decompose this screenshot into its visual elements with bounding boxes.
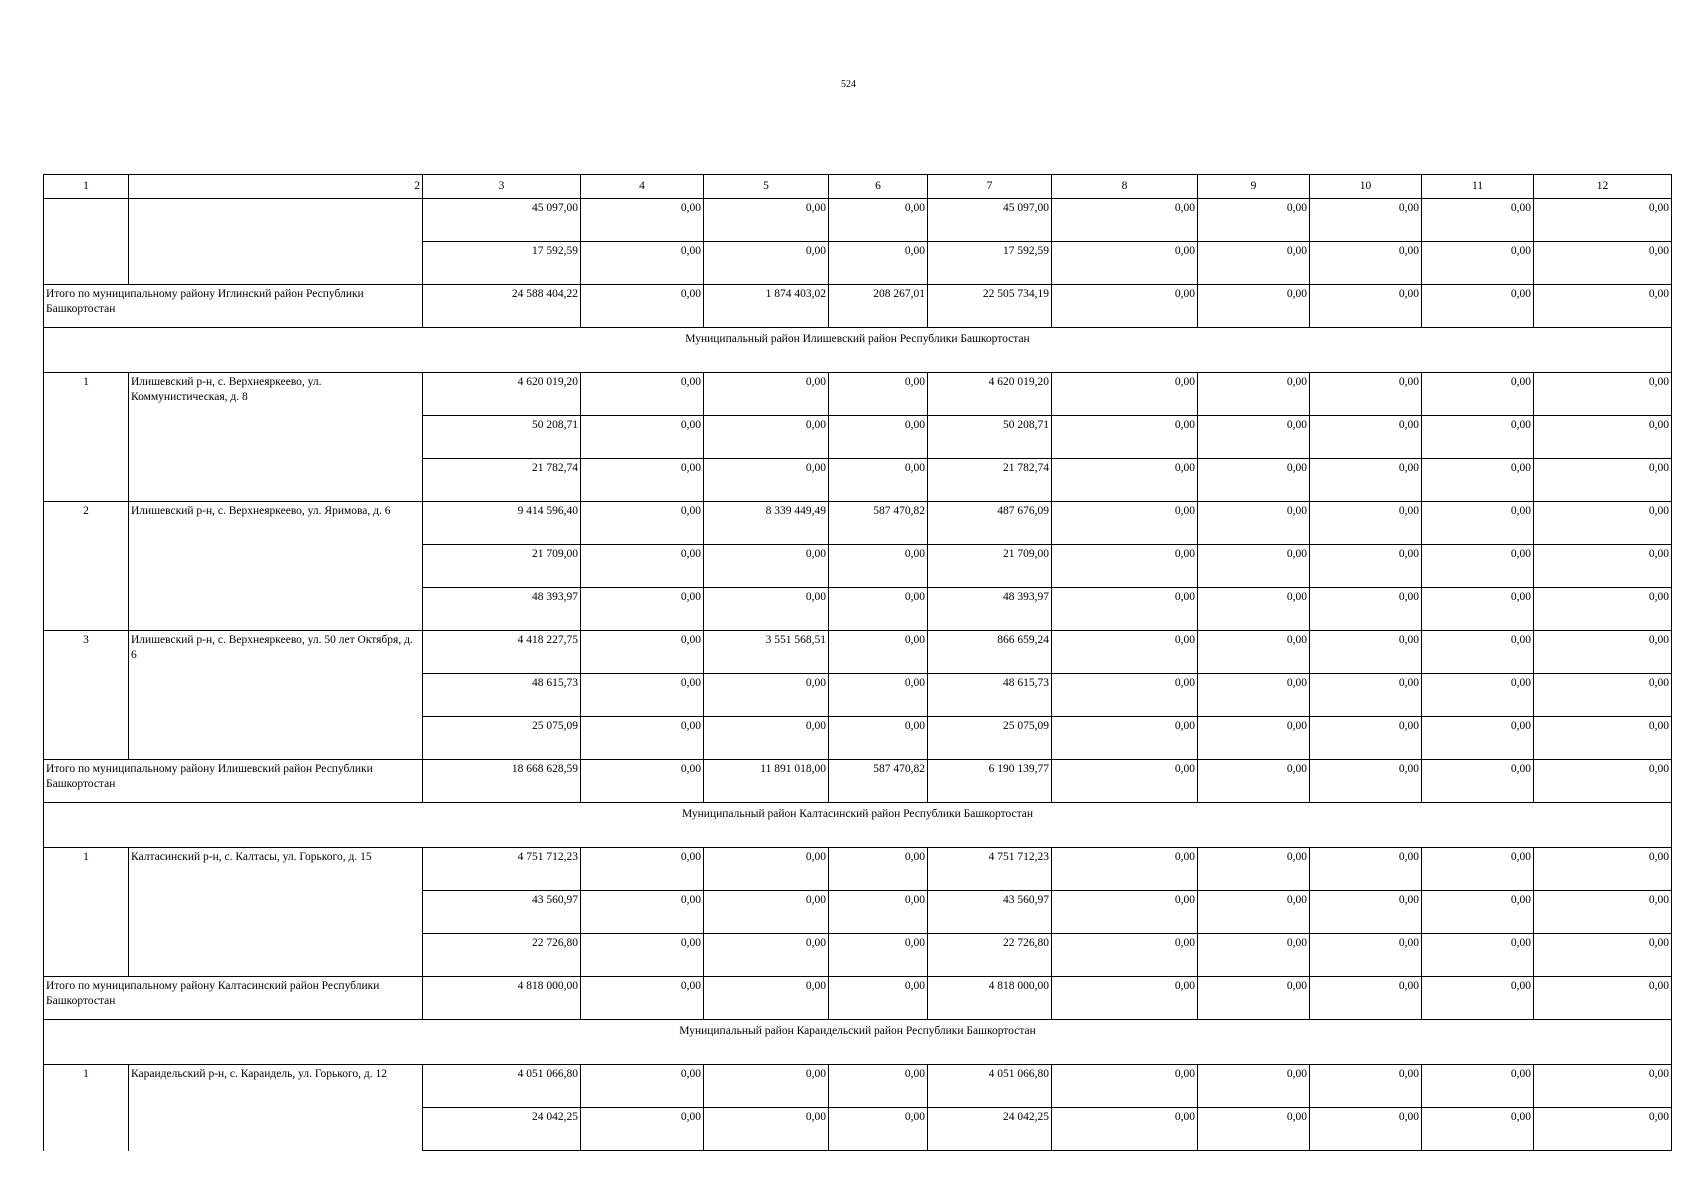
value-cell: 208 267,01: [829, 285, 928, 328]
value-cell: 0,00: [1422, 674, 1534, 717]
value-cell: 0,00: [1198, 416, 1310, 459]
column-header: 10: [1310, 175, 1422, 199]
column-header: 4: [581, 175, 704, 199]
value-cell: 43 560,97: [423, 891, 581, 934]
item-address: [129, 199, 423, 285]
value-cell: 0,00: [1534, 717, 1672, 760]
value-cell: 0,00: [704, 891, 829, 934]
value-cell: 0,00: [829, 545, 928, 588]
value-cell: 0,00: [1422, 760, 1534, 803]
value-cell: 0,00: [704, 1108, 829, 1151]
value-cell: 11 891 018,00: [704, 760, 829, 803]
value-cell: 0,00: [704, 717, 829, 760]
value-cell: 0,00: [1198, 977, 1310, 1020]
value-cell: 0,00: [581, 934, 704, 977]
value-cell: 0,00: [1310, 631, 1422, 674]
table-row: [44, 199, 1672, 242]
value-cell: 0,00: [1422, 717, 1534, 760]
value-cell: 0,00: [1052, 631, 1198, 674]
value-cell: 0,00: [1198, 891, 1310, 934]
value-cell: 0,00: [1422, 199, 1534, 242]
value-cell: 0,00: [829, 1065, 928, 1108]
value-cell: 0,00: [581, 588, 704, 631]
value-cell: 0,00: [1534, 1108, 1672, 1151]
value-cell: 22 726,80: [423, 934, 581, 977]
value-cell: 0,00: [829, 588, 928, 631]
value-cell: 0,00: [704, 545, 829, 588]
value-cell: 0,00: [1310, 373, 1422, 416]
item-address: Илишевский р-н, с. Верхнеяркеево, ул. Коммунистическая, д. 8: [129, 373, 423, 502]
value-cell: 0,00: [1310, 588, 1422, 631]
value-cell: 0,00: [1310, 674, 1422, 717]
value-cell: 4 051 066,80: [928, 1065, 1052, 1108]
value-cell: 0,00: [1534, 242, 1672, 285]
item-number: 1: [44, 848, 129, 977]
value-cell: 0,00: [581, 285, 704, 328]
value-cell: 587 470,82: [829, 502, 928, 545]
value-cell: 0,00: [581, 1065, 704, 1108]
value-cell: 0,00: [829, 416, 928, 459]
item-number: 1: [44, 373, 129, 502]
value-cell: 0,00: [704, 848, 829, 891]
value-cell: 24 042,25: [423, 1108, 581, 1151]
value-cell: 0,00: [1534, 545, 1672, 588]
total-row: [44, 977, 1672, 1020]
value-cell: 3 551 568,51: [704, 631, 829, 674]
value-cell: 0,00: [581, 717, 704, 760]
value-cell: 50 208,71: [423, 416, 581, 459]
value-cell: 0,00: [829, 891, 928, 934]
value-cell: 18 668 628,59: [423, 760, 581, 803]
value-cell: 0,00: [829, 242, 928, 285]
value-cell: 0,00: [704, 242, 829, 285]
value-cell: 0,00: [829, 373, 928, 416]
value-cell: 0,00: [1422, 416, 1534, 459]
value-cell: 0,00: [1534, 631, 1672, 674]
value-cell: 0,00: [1422, 242, 1534, 285]
value-cell: 0,00: [1052, 1065, 1198, 1108]
value-cell: 0,00: [1052, 373, 1198, 416]
value-cell: 4 051 066,80: [423, 1065, 581, 1108]
value-cell: 0,00: [1534, 373, 1672, 416]
value-cell: 4 620 019,20: [928, 373, 1052, 416]
value-cell: 0,00: [1310, 242, 1422, 285]
value-cell: 0,00: [1534, 760, 1672, 803]
value-cell: 0,00: [1052, 588, 1198, 631]
value-cell: 0,00: [1310, 760, 1422, 803]
section-title: Муниципальный район Калтасинский район Республики Башкортостан: [44, 803, 1672, 848]
value-cell: 0,00: [581, 760, 704, 803]
value-cell: 0,00: [1052, 545, 1198, 588]
value-cell: 1 874 403,02: [704, 285, 829, 328]
value-cell: 0,00: [1534, 416, 1672, 459]
value-cell: 0,00: [1422, 631, 1534, 674]
value-cell: 0,00: [1310, 717, 1422, 760]
value-cell: 0,00: [1310, 502, 1422, 545]
value-cell: 0,00: [581, 891, 704, 934]
value-cell: 0,00: [1422, 1108, 1534, 1151]
section-row: [44, 803, 1672, 848]
value-cell: 0,00: [1052, 242, 1198, 285]
value-cell: 0,00: [1198, 285, 1310, 328]
value-cell: 0,00: [1198, 934, 1310, 977]
value-cell: 0,00: [1534, 891, 1672, 934]
value-cell: 0,00: [1422, 1065, 1534, 1108]
value-cell: 0,00: [829, 199, 928, 242]
table-row: [44, 373, 1672, 416]
total-label: Итого по муниципальному району Илишевский район Республики Башкортостан: [44, 760, 423, 803]
value-cell: 0,00: [1198, 848, 1310, 891]
total-row: [44, 285, 1672, 328]
value-cell: 0,00: [704, 1065, 829, 1108]
value-cell: 0,00: [1052, 674, 1198, 717]
value-cell: 0,00: [1534, 459, 1672, 502]
value-cell: 0,00: [1198, 502, 1310, 545]
value-cell: 0,00: [581, 199, 704, 242]
value-cell: 0,00: [1052, 760, 1198, 803]
budget-table: [43, 174, 1672, 1151]
value-cell: 24 588 404,22: [423, 285, 581, 328]
value-cell: 4 818 000,00: [423, 977, 581, 1020]
value-cell: 0,00: [1310, 545, 1422, 588]
value-cell: 0,00: [1422, 373, 1534, 416]
value-cell: 0,00: [1198, 717, 1310, 760]
item-address: Илишевский р-н, с. Верхнеяркеево, ул. 50 лет Октября, д. 6: [129, 631, 423, 760]
table-row: [44, 848, 1672, 891]
value-cell: 0,00: [1534, 977, 1672, 1020]
column-header: 11: [1422, 175, 1534, 199]
value-cell: 0,00: [704, 977, 829, 1020]
value-cell: 0,00: [1534, 848, 1672, 891]
value-cell: 0,00: [1422, 502, 1534, 545]
value-cell: 0,00: [704, 373, 829, 416]
value-cell: 48 615,73: [423, 674, 581, 717]
value-cell: 0,00: [1534, 674, 1672, 717]
value-cell: 0,00: [581, 1108, 704, 1151]
value-cell: 0,00: [1310, 285, 1422, 328]
value-cell: 0,00: [1052, 848, 1198, 891]
value-cell: 0,00: [1422, 545, 1534, 588]
value-cell: 0,00: [1198, 199, 1310, 242]
value-cell: 21 782,74: [423, 459, 581, 502]
column-header: 12: [1534, 175, 1672, 199]
value-cell: 0,00: [1310, 934, 1422, 977]
value-cell: 0,00: [581, 502, 704, 545]
value-cell: 0,00: [1198, 1065, 1310, 1108]
value-cell: 0,00: [1198, 588, 1310, 631]
value-cell: 0,00: [1422, 977, 1534, 1020]
value-cell: 0,00: [1198, 631, 1310, 674]
value-cell: 0,00: [1310, 199, 1422, 242]
value-cell: 50 208,71: [928, 416, 1052, 459]
value-cell: 0,00: [829, 848, 928, 891]
value-cell: 25 075,09: [928, 717, 1052, 760]
value-cell: 0,00: [1052, 891, 1198, 934]
value-cell: 0,00: [1198, 373, 1310, 416]
value-cell: 0,00: [1422, 459, 1534, 502]
value-cell: 6 190 139,77: [928, 760, 1052, 803]
value-cell: 48 393,97: [928, 588, 1052, 631]
value-cell: 0,00: [1052, 502, 1198, 545]
value-cell: 0,00: [1534, 588, 1672, 631]
value-cell: 22 505 734,19: [928, 285, 1052, 328]
value-cell: 0,00: [581, 459, 704, 502]
value-cell: 43 560,97: [928, 891, 1052, 934]
value-cell: 0,00: [704, 588, 829, 631]
value-cell: 45 097,00: [423, 199, 581, 242]
value-cell: 0,00: [1310, 416, 1422, 459]
page-number: 524: [841, 79, 856, 90]
table-row: [44, 1065, 1672, 1108]
value-cell: 0,00: [1198, 242, 1310, 285]
item-address: Калтасинский р-н, с. Калтасы, ул. Горького, д. 15: [129, 848, 423, 977]
column-header: 7: [928, 175, 1052, 199]
value-cell: 587 470,82: [829, 760, 928, 803]
value-cell: 0,00: [829, 717, 928, 760]
value-cell: 866 659,24: [928, 631, 1052, 674]
value-cell: 0,00: [704, 934, 829, 977]
value-cell: 0,00: [1422, 891, 1534, 934]
table-row: [44, 502, 1672, 545]
total-label: Итого по муниципальному району Калтасинский район Республики Башкортостан: [44, 977, 423, 1020]
column-header: 3: [423, 175, 581, 199]
value-cell: 8 339 449,49: [704, 502, 829, 545]
section-title: Муниципальный район Караидельский район Республики Башкортостан: [44, 1020, 1672, 1065]
value-cell: 0,00: [1310, 848, 1422, 891]
value-cell: 0,00: [1052, 459, 1198, 502]
value-cell: 0,00: [581, 416, 704, 459]
total-row: [44, 760, 1672, 803]
value-cell: 0,00: [704, 674, 829, 717]
value-cell: 4 751 712,23: [423, 848, 581, 891]
value-cell: 25 075,09: [423, 717, 581, 760]
value-cell: 17 592,59: [928, 242, 1052, 285]
value-cell: 487 676,09: [928, 502, 1052, 545]
section-row: [44, 1020, 1672, 1065]
value-cell: 17 592,59: [423, 242, 581, 285]
section-row: [44, 328, 1672, 373]
item-number: 1: [44, 1065, 129, 1151]
value-cell: 0,00: [581, 242, 704, 285]
value-cell: 0,00: [1052, 416, 1198, 459]
value-cell: 48 393,97: [423, 588, 581, 631]
value-cell: 0,00: [1198, 760, 1310, 803]
value-cell: 0,00: [1198, 545, 1310, 588]
value-cell: 9 414 596,40: [423, 502, 581, 545]
value-cell: 4 418 227,75: [423, 631, 581, 674]
value-cell: 0,00: [829, 934, 928, 977]
table-row: [44, 631, 1672, 674]
value-cell: 0,00: [1052, 1108, 1198, 1151]
item-number: 3: [44, 631, 129, 760]
value-cell: 21 709,00: [423, 545, 581, 588]
value-cell: 0,00: [1198, 674, 1310, 717]
value-cell: 0,00: [581, 373, 704, 416]
value-cell: 0,00: [829, 1108, 928, 1151]
value-cell: 0,00: [1310, 891, 1422, 934]
value-cell: 24 042,25: [928, 1108, 1052, 1151]
column-header: 5: [704, 175, 829, 199]
value-cell: 45 097,00: [928, 199, 1052, 242]
value-cell: 0,00: [581, 848, 704, 891]
value-cell: 48 615,73: [928, 674, 1052, 717]
value-cell: 0,00: [1422, 285, 1534, 328]
value-cell: 0,00: [704, 199, 829, 242]
column-header: 8: [1052, 175, 1198, 199]
value-cell: 0,00: [1198, 1108, 1310, 1151]
value-cell: 0,00: [1052, 977, 1198, 1020]
column-header: 6: [829, 175, 928, 199]
value-cell: 0,00: [1534, 199, 1672, 242]
item-number: 2: [44, 502, 129, 631]
value-cell: 0,00: [1052, 199, 1198, 242]
item-number: [44, 199, 129, 285]
item-address: Илишевский р-н, с. Верхнеяркеево, ул. Яримова, д. 6: [129, 502, 423, 631]
value-cell: 0,00: [1422, 848, 1534, 891]
value-cell: 0,00: [829, 459, 928, 502]
value-cell: 0,00: [829, 977, 928, 1020]
value-cell: 0,00: [1534, 502, 1672, 545]
value-cell: 22 726,80: [928, 934, 1052, 977]
value-cell: 4 751 712,23: [928, 848, 1052, 891]
value-cell: 0,00: [1052, 717, 1198, 760]
value-cell: 0,00: [704, 459, 829, 502]
value-cell: 0,00: [1534, 934, 1672, 977]
value-cell: 0,00: [581, 674, 704, 717]
value-cell: 0,00: [829, 631, 928, 674]
value-cell: 0,00: [1310, 1108, 1422, 1151]
value-cell: 0,00: [581, 631, 704, 674]
value-cell: 4 818 000,00: [928, 977, 1052, 1020]
value-cell: 0,00: [704, 416, 829, 459]
value-cell: 0,00: [1534, 285, 1672, 328]
value-cell: 0,00: [1310, 459, 1422, 502]
column-header: 1: [44, 175, 129, 199]
value-cell: 21 782,74: [928, 459, 1052, 502]
section-title: Муниципальный район Илишевский район Республики Башкортостан: [44, 328, 1672, 373]
value-cell: 0,00: [1198, 459, 1310, 502]
value-cell: 0,00: [581, 977, 704, 1020]
value-cell: 4 620 019,20: [423, 373, 581, 416]
column-header: 9: [1198, 175, 1310, 199]
value-cell: 0,00: [1310, 1065, 1422, 1108]
total-label: Итого по муниципальному району Иглинский район Республики Башкортостан: [44, 285, 423, 328]
value-cell: 0,00: [581, 545, 704, 588]
value-cell: 0,00: [1422, 588, 1534, 631]
column-header: 2: [129, 175, 423, 199]
value-cell: 0,00: [1422, 934, 1534, 977]
value-cell: 0,00: [1052, 285, 1198, 328]
column-header-row: [44, 175, 1672, 199]
item-address: Караидельский р-н, с. Карaидель, ул. Горького, д. 12: [129, 1065, 423, 1151]
value-cell: 0,00: [1052, 934, 1198, 977]
value-cell: 0,00: [1534, 1065, 1672, 1108]
value-cell: 0,00: [829, 674, 928, 717]
value-cell: 0,00: [1310, 977, 1422, 1020]
value-cell: 21 709,00: [928, 545, 1052, 588]
